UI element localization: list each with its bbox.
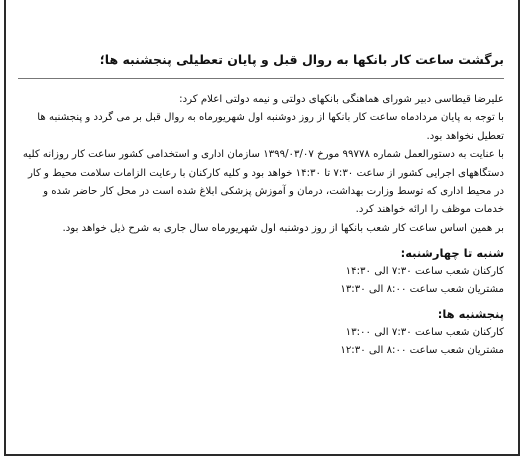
announcement (18, 50, 504, 359)
paragraph-branch-hours: بر همین اساس ساعت کار شعب بانکها از روز دوشنبه اول شهریورماه سال جاری به شرح ذیل خواهد بود. (62, 222, 504, 234)
schedule-row: کارکنان شعب ساعت ۷:۳۰ الی ۱۳:۰۰ (345, 326, 504, 338)
paragraph-directive: با عنایت به دستورالعمل شماره ۹۹۷۷۸ مورخ ۱۳۹۹/۰۳/۰۷ سازمان اداری و استخدامی کشور ساعت کار روزانه کلیه دستگاههای اجرایی کشور از ساعت ۷:۳۰ تا ۱۴:۳۰ خواهد بود و کلیه کارکنان با رعایت الزامات سلامت محیط و کار در محیط اداری که توسط وزارت بهداشت، درمان و آموزش پزشکی ابلاغ شده است در محل کار حاضر شده و خدمات موظف را ارائه خواهند کرد. (22, 149, 504, 216)
schedule-row: کارکنان شعب ساعت ۷:۳۰ الی ۱۴:۳۰ (345, 266, 504, 278)
paragraph-return-hours: با توجه به پایان مردادماه ساعت کار بانکها از روز دوشنبه اول شهریورماه به روال قبل بر می گردد و پنجشنبه ها تعطیل نخواهد بود. (37, 112, 504, 142)
schedule-row: مشتریان شعب ساعت ۸:۰۰ الی ۱۲:۳۰ (340, 344, 504, 356)
schedule-heading-thursday: پنجشنبه ها: (437, 306, 504, 321)
paragraph-intro: علیرضا قیطاسی دبیر شورای هماهنگی بانکهای دولتی و نیمه دولتی اعلام کرد: (179, 94, 504, 105)
title-divider (18, 78, 504, 79)
schedule-heading-sat-wed: شنبه تا چهارشنبه: (400, 246, 504, 261)
schedule-row: مشتریان شعب ساعت ۸:۰۰ الی ۱۳:۳۰ (340, 284, 504, 296)
announcement-title: برگشت ساعت کار بانکها به روال قبل و پایان تعطیلی پنجشنبه ها؛ (99, 52, 504, 67)
